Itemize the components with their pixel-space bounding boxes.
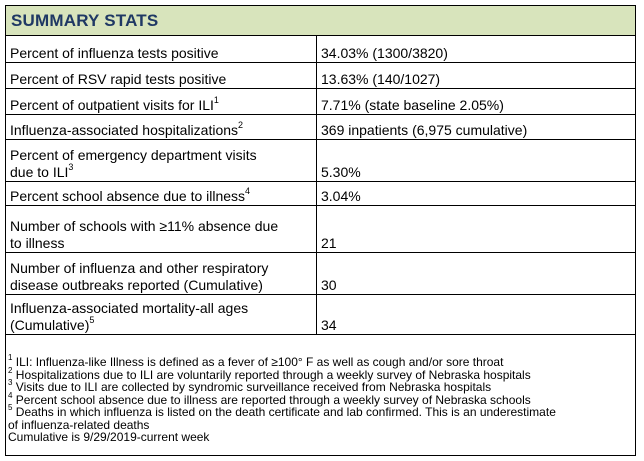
row-value: 3.04% [321, 188, 361, 204]
table-row [6, 182, 635, 206]
row-label: Number of schools with ≥11% absence due to illness [10, 218, 279, 251]
footnote: $^1$ ILI: Influenza-like Illness is defined as a fever of ≥100° F as well as cough and/or sore throat [8, 353, 504, 369]
table-row [6, 36, 635, 63]
table-row [6, 140, 635, 182]
table-row [6, 63, 635, 89]
footnote-marker: 2 [238, 120, 244, 131]
footnote-marker: 3 [68, 162, 74, 173]
row-value: 21 [321, 235, 337, 251]
footnote: Cumulative is 9/29/2019-current week [8, 430, 210, 444]
footnote-marker: 1 [213, 95, 219, 106]
row-value: 34.03% (1300/3820) [321, 45, 448, 61]
footnotes [8, 353, 628, 444]
table-title: SUMMARY STATS [6, 6, 635, 36]
row-label: Influenza-associated hospitalizations$^2$ [10, 120, 244, 138]
row-value: 7.71% (state baseline 2.05%) [321, 97, 504, 113]
footnote-marker: 5 [89, 315, 95, 326]
table-row [6, 253, 635, 295]
row-label: Influenza-associated mortality-all ages (Cumulative)$^5$ [10, 300, 249, 333]
row-value: 13.63% (140/1027) [321, 71, 441, 87]
row-value: 34 [321, 317, 337, 333]
table-row [6, 206, 635, 253]
row-value: 369 inpatients (6,975 cumulative) [321, 122, 528, 138]
row-label: Percent of influenza tests positive [10, 45, 219, 61]
row-label: Percent of RSV rapid tests positive [10, 71, 227, 87]
summary-stats-table [5, 5, 636, 456]
footnote: $^4$ Percent school absence due to illness are reported through a weekly survey of Nebraska schools [8, 390, 531, 407]
footnote: $^5$ Deaths in which influenza is listed on the death certificate and lab confirmed. This is an underestimate [8, 403, 556, 419]
footnote: $^2$ Hospitalizations due to ILI are voluntarily reported through a weekly survey of Nebraska hospitals [8, 365, 531, 382]
table-row [6, 295, 635, 335]
footnote-marker: 4 [245, 186, 251, 197]
footnote: $^3$ Visits due to ILI are collected by syndromic surveillance received from Nebraska hospitals [8, 378, 492, 394]
row-label: Number of influenza and other respiratory disease outbreaks reported (Cumulative) [10, 260, 269, 293]
footnote: of influenza-related deaths [8, 417, 150, 432]
row-label: Percent school absence due to illness$^4$ [10, 186, 251, 204]
row-value: 30 [321, 277, 337, 293]
row-label: Percent of emergency department visits due to ILI$^3$ [10, 147, 257, 180]
row-label: Percent of outpatient visits for ILI$^1$ [10, 95, 219, 113]
table-row [6, 89, 635, 115]
table-row [6, 115, 635, 140]
row-value: 5.30% [321, 164, 361, 180]
